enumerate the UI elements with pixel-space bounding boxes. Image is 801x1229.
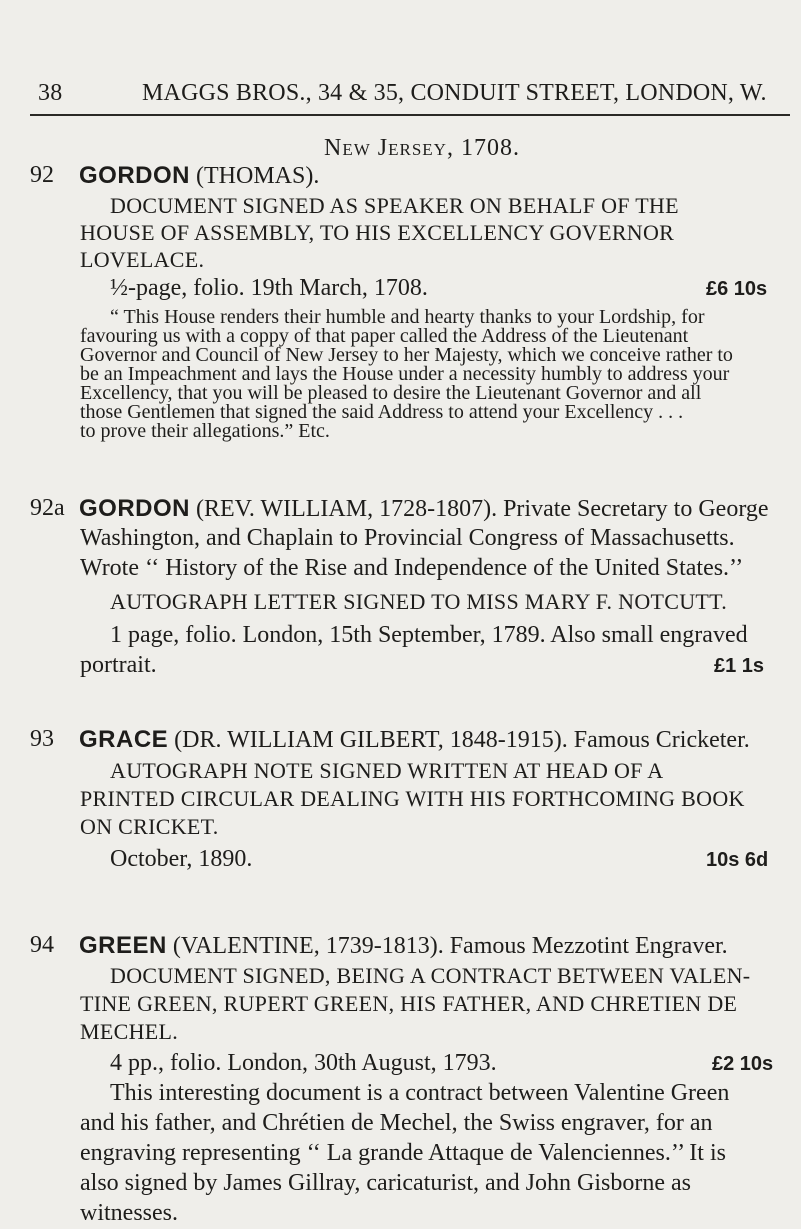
entry-heading — [79, 162, 319, 190]
entry-number: 92 — [30, 162, 54, 188]
entry-title-line: AUTOGRAPH NOTE SIGNED WRITTEN AT HEAD OF A — [110, 758, 664, 783]
entry-quote-line: to prove their allegations.” Etc. — [80, 420, 330, 442]
entry-title-line: DOCUMENT SIGNED AS SPEAKER ON BEHALF OF THE — [110, 193, 679, 218]
entry-details: 4 pp., folio. London, 30th August, 1793. — [110, 1050, 497, 1076]
entry-details-line: portrait. — [80, 652, 157, 678]
entry-title-line: PRINTED CIRCULAR DEALING WITH HIS FORTHCOMING BOOK — [80, 786, 745, 811]
entry-name: GORDON — [79, 162, 190, 189]
entry-heading — [79, 932, 728, 960]
entry-name-rest: (REV. WILLIAM, 1728-1807). Private Secretary to George — [196, 496, 769, 522]
entry-number: 94 — [30, 932, 54, 958]
entry-quote-line: favouring us with a coppy of that paper called the Address of the Lieutenant — [80, 325, 689, 347]
entry-quote-line: be an Impeachment and lays the House under a necessity humbly to address your — [80, 363, 730, 385]
entry-price: £6 10s — [706, 278, 768, 300]
entry-body-line: and his father, and Chrétien de Mechel, the Swiss engraver, for an — [80, 1110, 713, 1136]
entry-name: GRACE — [79, 726, 169, 753]
entry-title-line: AUTOGRAPH LETTER SIGNED TO MISS MARY F. NOTCUTT. — [110, 589, 728, 614]
entry-body-line: witnesses. — [80, 1200, 178, 1226]
section-title: New Jersey, 1708. — [324, 135, 520, 161]
entry-title-line: DOCUMENT SIGNED, BEING A CONTRACT BETWEEN VALEN- — [110, 963, 751, 988]
page-number: 38 — [38, 80, 63, 106]
entry-quote-line: those Gentlemen that signed the said Address to attend your Excellency . . . — [80, 401, 684, 423]
entry-title-line: LOVELACE. — [80, 247, 205, 272]
entry-description-line: Washington, and Chaplain to Provincial Congress of Massachusetts. — [80, 525, 735, 551]
entry-body-line: This interesting document is a contract between Valentine Green — [110, 1080, 730, 1106]
entry-title-line: TINE GREEN, RUPERT GREEN, HIS FATHER, AND CHRETIEN DE — [80, 991, 738, 1016]
header-rule — [30, 114, 790, 116]
entry-title-line: ON CRICKET. — [80, 814, 219, 839]
entry-body-line: also signed by James Gillray, caricaturist, and John Gisborne as — [80, 1170, 691, 1196]
entry-details-line: 1 page, folio. London, 15th September, 1789. Also small engraved — [110, 622, 748, 648]
entry-name-rest: (THOMAS). — [196, 163, 320, 189]
entry-price: £2 10s — [712, 1053, 774, 1075]
entry-quote-line: Excellency, that you will be pleased to desire the Lieutenant Governor and all — [80, 382, 702, 404]
entry-number: 92a — [30, 495, 65, 521]
entry-name-rest: (VALENTINE, 1739-1813). Famous Mezzotint Engraver. — [172, 933, 728, 959]
entry-details: October, 1890. — [110, 846, 253, 872]
entry-name: GORDON — [79, 495, 190, 522]
entry-body-line: engraving representing ‘‘ La grande Attaque de Valenciennes.’’ It is — [80, 1140, 726, 1166]
entry-heading — [79, 726, 750, 754]
entry-name-rest: (DR. WILLIAM GILBERT, 1848-1915). Famous Cricketer. — [174, 727, 750, 753]
entry-description-line: Wrote ‘‘ History of the Rise and Independence of the United States.’’ — [80, 555, 744, 581]
header-text: MAGGS BROS., 34 & 35, CONDUIT STREET, LONDON, W. — [142, 80, 767, 106]
entry-name: GREEN — [79, 932, 167, 959]
entry-number: 93 — [30, 726, 54, 752]
entry-title-line: HOUSE OF ASSEMBLY, TO HIS EXCELLENCY GOVERNOR — [80, 220, 675, 245]
entry-quote-line: “ This House renders their humble and hearty thanks to your Lordship, for — [110, 306, 705, 328]
entry-quote-line: Governor and Council of New Jersey to her Majesty, which we conceive rather to — [80, 344, 733, 366]
entry-details: ½-page, folio. 19th March, 1708. — [110, 275, 428, 301]
entry-price: £1 1s — [714, 655, 765, 677]
entry-title-line: MECHEL. — [80, 1019, 179, 1044]
entry-heading — [79, 495, 769, 523]
entry-price: 10s 6d — [706, 849, 769, 871]
